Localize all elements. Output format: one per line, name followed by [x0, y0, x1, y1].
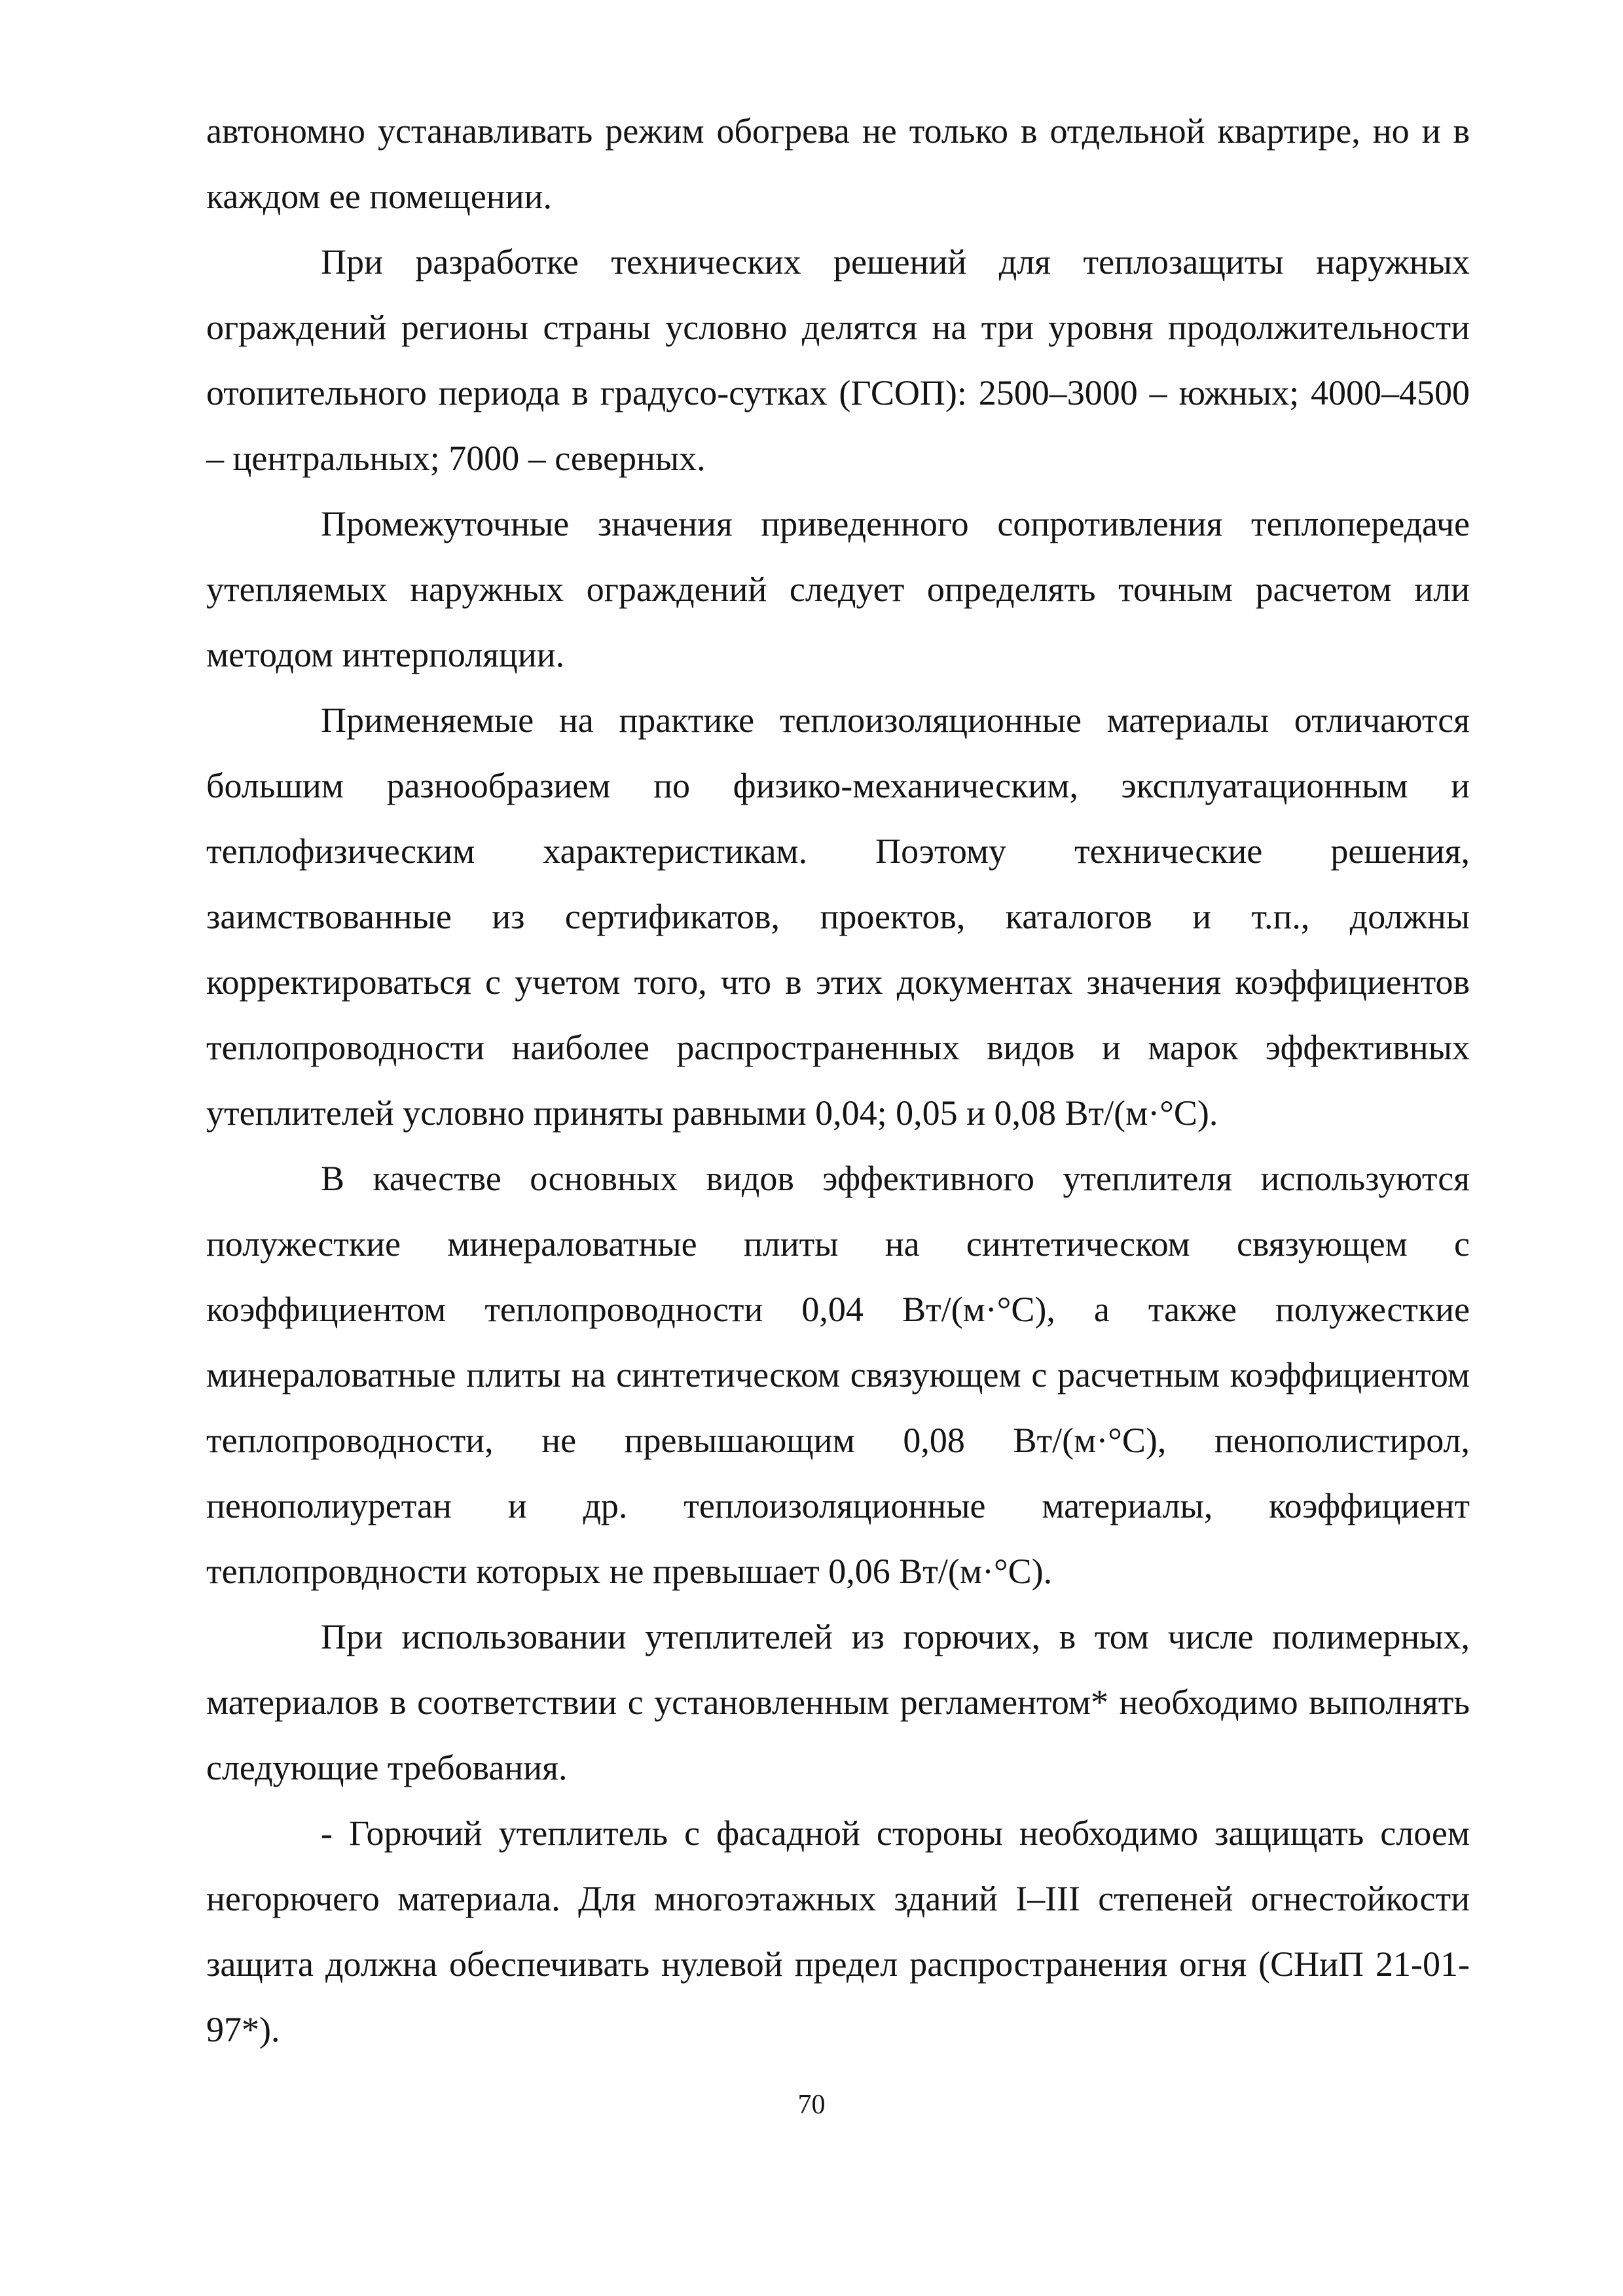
page-number: 70	[797, 2090, 826, 2120]
paragraph-climate-regions: При разработке технических решений для теплозащиты наружных ограждений регионы страны условно делятся на три уровня продолжительности отопительного периода в градусо-сутках (ГСОП): 2500–3000 – южных; 4000–4500 – центральных; 7000 – северных.	[206, 242, 1470, 478]
paragraph-flammable-requirements: При использовании утеплителей из горючих, в том числе полимерных, материалов в соответствии с установленным регламентом* необходимо выполнять следующие требования.	[206, 1617, 1470, 1787]
paragraph-insulation-materials: Применяемые на практике теплоизоляционные материалы отличаются большим разнообразием по физико-механическим, эксплуатационным и теплофизическим характеристикам. Поэтому технические решения, заимствованные из сертификатов, проектов, каталогов и т.п., должны корректироваться с учетом того, что в этих документах значения коэффициентов теплопроводности наиболее распространенных видов и марок эффективных утеплителей условно приняты равными 0,04; 0,05 и 0,08 Вт/(м·°С).	[206, 701, 1470, 1133]
paragraph-facade-protection: - Горючий утеплитель с фасадной стороны необходимо защищать слоем негорючего материала. Для многоэтажных зданий I–III степеней огнестойкости защита должна обеспечивать нулевой предел распространения огня (СНиП 21-01-97*).	[206, 1813, 1470, 2049]
paragraph-insulation-types: В качестве основных видов эффективного утеплителя используются полужесткие минераловатные плиты на синтетическом связующем с коэффициентом теплопроводности 0,04 Вт/(м·°С), а также полужесткие минераловатные плиты на синтетическом связующем с расчетным коэффициентом теплопроводности, не превышающим 0,08 Вт/(м·°С), пенополистирол, пенополиуретан и др. теплоизоляционные материалы, коэффициент теплопровдности которых не превышает 0,06 Вт/(м·°С).	[206, 1159, 1470, 1591]
paragraph-interpolation: Промежуточные значения приведенного сопротивления теплопередаче утепляемых наружных ограждений следует определять точным расчетом или методом интерполяции.	[206, 504, 1470, 674]
paragraph-continuation: автономно устанавливать режим обогрева не только в отдельной квартире, но и в каждом ее помещении.	[206, 111, 1470, 216]
page-body	[206, 98, 1470, 2062]
